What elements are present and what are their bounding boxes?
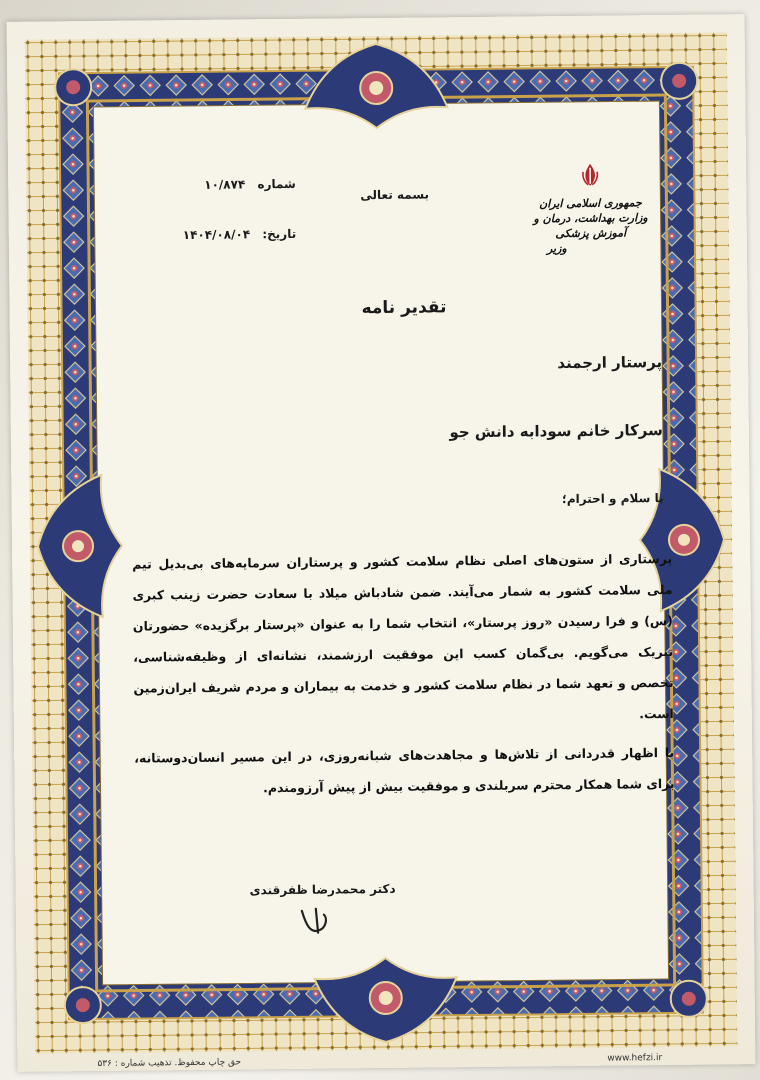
greeting: با سلام و احترام؛ <box>561 491 664 507</box>
paragraph-2: با اظهار قدردانی از تلاش‌ها و مجاهدت‌های شبانه‌روزی، در این مسیر انسان‌دوستانه، برای شما همکار محترم سربلندی و موفقیت بیش از پیش آرزومندم. <box>134 744 675 796</box>
ministry-logo-block <box>520 161 661 256</box>
iran-emblem-icon <box>577 162 603 188</box>
date-row <box>183 227 297 242</box>
letter-content <box>128 123 677 989</box>
ministry-line2: وزارت بهداشت، درمان و آموزش پزشکی <box>533 211 648 241</box>
paragraph-1: پرستاری از ستون‌های اصلی نظام سلامت کشور و پرستاران سرمایه‌های بی‌بدیل تیم ملی سلامت کشور به شمار می‌آیند. ضمن شادباش میلاد با سعادت حضرت زینب کبری (س) و فرا رسیدن «روز پرستار»، انتخاب شما را به عنوان «پرستار برگزیده» حضورتان تبریک می‌گویم. بی‌گمان کسب این موفقیت ارزشمند، نشانه‌ای از وظیفه‌شناسی، تخصص و تعهد شما در نظام سلامت کشور و خدمت به بیماران و مردم شریف ایران‌زمین است. <box>132 550 674 722</box>
ministry-line1: جمهوری اسلامی ایران <box>539 196 642 211</box>
signature-scribble <box>296 904 336 938</box>
signatory-name: دکتر محمدرضا ظفرقندی <box>249 881 396 898</box>
ministry-line3: وزیر <box>546 242 567 256</box>
number-value: ۱۰/۸۷۴ <box>204 177 246 192</box>
letter-body <box>132 543 675 805</box>
footer-copyright: حق چاپ محفوظ. تذهیب شماره : ۵۳۶ <box>97 1057 242 1069</box>
number-row <box>204 177 296 192</box>
recipient-name: سرکار خانم سودابه دانش جو <box>449 421 663 442</box>
bismillah: بسمه تعالی <box>360 187 430 203</box>
salutation: پرستار ارجمند <box>557 353 663 373</box>
date-value: ۱۴۰۴/۰۸/۰۴ <box>182 227 251 243</box>
certificate-paper <box>7 14 756 1072</box>
letter-title: تقدیر نامه <box>361 297 447 319</box>
date-label: تاریخ: <box>262 226 297 242</box>
number-label: شماره <box>257 176 296 192</box>
footer-website: www.hefzi.ir <box>607 1053 663 1064</box>
